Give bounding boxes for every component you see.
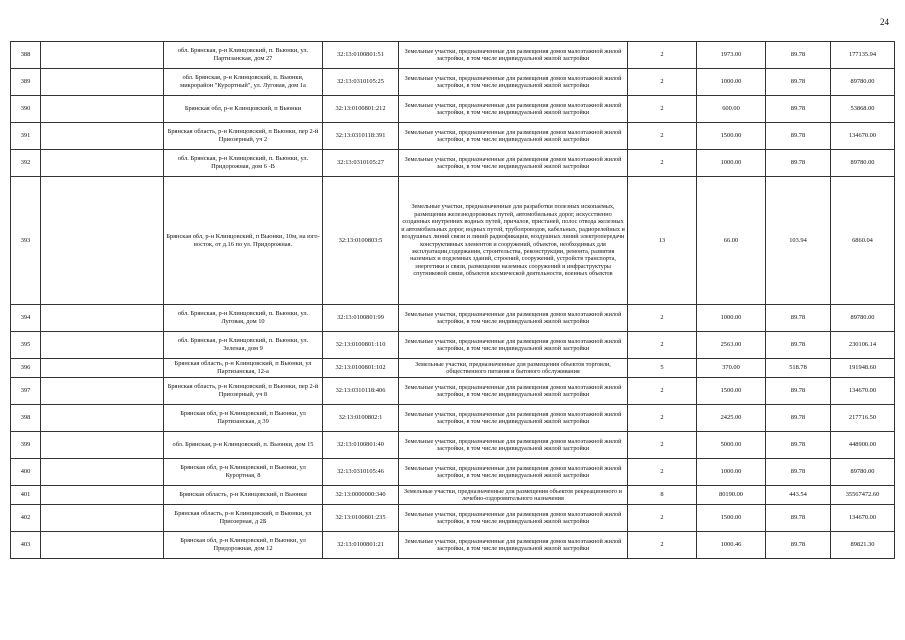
land-use-cell: Земельные участки, предназначенные для размещения домов малоэтажной жилой застройки, в том числе индивидуальной жилой застройки: [399, 96, 628, 123]
table-row: [11, 305, 895, 332]
land-use-cell: Земельные участки, предназначенные для размещения домов малоэтажной жилой застройки, в том числе индивидуальной жилой застройки: [399, 378, 628, 405]
group-code: 2: [628, 69, 697, 96]
group-code: 8: [628, 486, 697, 505]
blank-cell: [41, 69, 164, 96]
value-cell: 89780.00: [831, 150, 895, 177]
area-cell: 66.00: [697, 177, 766, 305]
blank-cell: [41, 378, 164, 405]
table-row: [11, 123, 895, 150]
blank-cell: [41, 42, 164, 69]
row-number: 397: [11, 378, 41, 405]
table-row: [11, 486, 895, 505]
cadastral-number: 32:13:0310118:406: [323, 378, 399, 405]
table-row: [11, 332, 895, 359]
value-cell: 35567472.60: [831, 486, 895, 505]
cadastral-number: 32:13:0100801:212: [323, 96, 399, 123]
row-number: 395: [11, 332, 41, 359]
page-number: 24: [880, 17, 889, 27]
address-cell: Брянская обл, р-н Клинцовский, п Вьюнки, ул Придорожная, дом 12: [164, 532, 323, 559]
address-cell: обл. Брянская, р-н Клинцовский, п. Вьюнки, ул. Луговая, дом 10: [164, 305, 323, 332]
cadastral-number: 32:13:0100801:110: [323, 332, 399, 359]
blank-cell: [41, 359, 164, 378]
row-number: 390: [11, 96, 41, 123]
cadastral-number: 32:13:0310105:46: [323, 459, 399, 486]
blank-cell: [41, 177, 164, 305]
table-body: [11, 42, 895, 559]
blank-cell: [41, 150, 164, 177]
group-code: 5: [628, 359, 697, 378]
area-cell: 2563.00: [697, 332, 766, 359]
rate-cell: 89.78: [766, 505, 831, 532]
group-code: 13: [628, 177, 697, 305]
area-cell: 2425.00: [697, 405, 766, 432]
address-cell: Брянская обл, р-н Клинцовский, п Вьюнки, 10м, на юго-восток, от д.16 по ул. Придорожная.: [164, 177, 323, 305]
rate-cell: 89.78: [766, 378, 831, 405]
rate-cell: 89.78: [766, 150, 831, 177]
row-number: 388: [11, 42, 41, 69]
blank-cell: [41, 305, 164, 332]
address-cell: обл. Брянская, р-н Клинцовский, п. Вьюнки, ул. Зеленая, дом 9: [164, 332, 323, 359]
table-row: [11, 150, 895, 177]
table-row: [11, 359, 895, 378]
address-cell: Брянская обл, р-н Клинцовский, п Вьюнки, ул Партизанская, д 39: [164, 405, 323, 432]
land-use-cell: Земельные участки, предназначенные для размещения домов малоэтажной жилой застройки, в том числе индивидуальной жилой застройки: [399, 405, 628, 432]
blank-cell: [41, 123, 164, 150]
table-row: [11, 505, 895, 532]
area-cell: 1000.46: [697, 532, 766, 559]
rate-cell: 89.78: [766, 405, 831, 432]
address-cell: Брянская область, р-н Клинцовский, п Вьюнки, пер 2-й Приозерный, уч 8: [164, 378, 323, 405]
rate-cell: 443.54: [766, 486, 831, 505]
row-number: 402: [11, 505, 41, 532]
area-cell: 370.00: [697, 359, 766, 378]
cadastral-number: 32:13:0100801:99: [323, 305, 399, 332]
table-row: [11, 69, 895, 96]
table-row: [11, 432, 895, 459]
group-code: 2: [628, 96, 697, 123]
row-number: 389: [11, 69, 41, 96]
value-cell: 53868.00: [831, 96, 895, 123]
area-cell: 1000.00: [697, 459, 766, 486]
group-code: 2: [628, 432, 697, 459]
value-cell: 89780.00: [831, 459, 895, 486]
table-row: [11, 177, 895, 305]
value-cell: 89821.30: [831, 532, 895, 559]
area-cell: 1000.00: [697, 69, 766, 96]
land-use-cell: Земельные участки, предназначенные для размещения объектов рекреационного и лечебно-оздоровительного назначения: [399, 486, 628, 505]
area-cell: 1973.00: [697, 42, 766, 69]
group-code: 2: [628, 459, 697, 486]
value-cell: 191948.60: [831, 359, 895, 378]
land-use-cell: Земельные участки, предназначенные для размещения домов малоэтажной жилой застройки, в том числе индивидуальной жилой застройки: [399, 123, 628, 150]
cadastral-number: 32:13:0100801:235: [323, 505, 399, 532]
blank-cell: [41, 532, 164, 559]
land-use-cell: Земельные участки, предназначенные для размещения домов малоэтажной жилой застройки, в том числе индивидуальной жилой застройки: [399, 432, 628, 459]
table-row: [11, 378, 895, 405]
value-cell: 134670.00: [831, 378, 895, 405]
group-code: 2: [628, 405, 697, 432]
address-cell: Брянская область, р-н Клинцовский, п Вьюнки, ул Партизанская, 12-а: [164, 359, 323, 378]
land-use-cell: Земельные участки, предназначенные для разработки полезных ископаемых, размещения железнодорожных путей, автомобильных дорог, искусственно созданных внутренних водных путей, причалов, пристаней, полос отвода железных и автомобильных дорог, водных путей, трубопроводов, кабельных, радиорелейных и воздушных линий связи и линий радиофикации, воздушных линий электропередачи конструктивных элементов и сооружений, объектов, необходимых для эксплуатации,содержания, строительства, реконструкции, ремонта, развития наземных и подземных зданий, строений, сооружений, устройств транспорта, энергетики и связи, размещения наземных сооружений и инфраструктуры спутниковой связи, объектов космической деятельности, военных объектов: [399, 177, 628, 305]
group-code: 2: [628, 505, 697, 532]
row-number: 393: [11, 177, 41, 305]
rate-cell: 89.78: [766, 332, 831, 359]
table-row: [11, 96, 895, 123]
value-cell: 89780.00: [831, 305, 895, 332]
rate-cell: 518.78: [766, 359, 831, 378]
address-cell: Брянская область, р-н Клинцовский, п Вьюнки: [164, 486, 323, 505]
table-row: [11, 405, 895, 432]
blank-cell: [41, 332, 164, 359]
cadastral-number: 32:13:0100801:102: [323, 359, 399, 378]
value-cell: 89780.00: [831, 69, 895, 96]
group-code: 2: [628, 150, 697, 177]
land-use-cell: Земельные участки, предназначенные для размещения домов малоэтажной жилой застройки, в том числе индивидуальной жилой застройки: [399, 150, 628, 177]
cadastral-number: 32:13:0100803:5: [323, 177, 399, 305]
row-number: 392: [11, 150, 41, 177]
blank-cell: [41, 96, 164, 123]
row-number: 398: [11, 405, 41, 432]
rate-cell: 89.78: [766, 123, 831, 150]
value-cell: 6860.04: [831, 177, 895, 305]
cadastral-number: 32:13:0100801:40: [323, 432, 399, 459]
value-cell: 134670.00: [831, 505, 895, 532]
row-number: 396: [11, 359, 41, 378]
area-cell: 1500.00: [697, 505, 766, 532]
table-row: [11, 532, 895, 559]
area-cell: 1000.00: [697, 305, 766, 332]
value-cell: 217716.50: [831, 405, 895, 432]
area-cell: 600.00: [697, 96, 766, 123]
group-code: 2: [628, 42, 697, 69]
cadastral-number: 32:13:0310105:25: [323, 69, 399, 96]
row-number: 399: [11, 432, 41, 459]
address-cell: обл. Брянская, р-н Клинцовский, п. Вьюнки, ул. Партизанская, дом 27: [164, 42, 323, 69]
group-code: 2: [628, 378, 697, 405]
land-use-cell: Земельные участки, предназначенные для размещения домов малоэтажной жилой застройки, в том числе индивидуальной жилой застройки: [399, 459, 628, 486]
cadastral-number: 32:13:0310105:27: [323, 150, 399, 177]
group-code: 2: [628, 123, 697, 150]
cadastral-number: 32:13:0310118:391: [323, 123, 399, 150]
rate-cell: 89.78: [766, 42, 831, 69]
row-number: 401: [11, 486, 41, 505]
address-cell: Брянская область, р-н Клинцовский, п Вьюнки, пер 2-й Приозерный, уч 2: [164, 123, 323, 150]
row-number: 394: [11, 305, 41, 332]
address-cell: обл. Брянская, р-н Клинцовский, п. Вьюнки, микрорайон "Курортный", ул. Луговая, дом 1а: [164, 69, 323, 96]
blank-cell: [41, 486, 164, 505]
value-cell: 177135.94: [831, 42, 895, 69]
rate-cell: 89.78: [766, 459, 831, 486]
land-use-cell: Земельные участки, предназначенные для размещения домов малоэтажной жилой застройки, в том числе индивидуальной жилой застройки: [399, 69, 628, 96]
value-cell: 134670.00: [831, 123, 895, 150]
row-number: 400: [11, 459, 41, 486]
rate-cell: 89.78: [766, 305, 831, 332]
area-cell: 1500.00: [697, 378, 766, 405]
rate-cell: 89.78: [766, 432, 831, 459]
area-cell: 1500.00: [697, 123, 766, 150]
blank-cell: [41, 459, 164, 486]
land-use-cell: Земельные участки, предназначенные для размещения домов малоэтажной жилой застройки, в том числе индивидуальной жилой застройки: [399, 305, 628, 332]
address-cell: обл. Брянская, р-н Клинцовский, п. Вьюнки, ул. Придорожная, дом 6 -В: [164, 150, 323, 177]
group-code: 2: [628, 332, 697, 359]
land-use-cell: Земельные участки, предназначенные для размещения домов малоэтажной жилой застройки, в том числе индивидуальной жилой застройки: [399, 532, 628, 559]
address-cell: Брянская обл, р-н Клинцовский, п Вьюнки, ул Курортная, 8: [164, 459, 323, 486]
group-code: 2: [628, 305, 697, 332]
area-cell: 80190.00: [697, 486, 766, 505]
value-cell: 230106.14: [831, 332, 895, 359]
land-use-cell: Земельные участки, предназначенные для размещения объектов торговли, общественного питания и бытового обслуживания: [399, 359, 628, 378]
area-cell: 1000.00: [697, 150, 766, 177]
row-number: 391: [11, 123, 41, 150]
cadastral-number: 32:13:0100801:51: [323, 42, 399, 69]
cadastral-number: 32:13:0100802:1: [323, 405, 399, 432]
cadastral-number: 32:13:0000000:340: [323, 486, 399, 505]
table-row: [11, 42, 895, 69]
land-use-cell: Земельные участки, предназначенные для размещения домов малоэтажной жилой застройки, в том числе индивидуальной жилой застройки: [399, 42, 628, 69]
land-registry-table: [10, 41, 895, 559]
group-code: 2: [628, 532, 697, 559]
address-cell: Брянская область, р-н Клинцовский, п Вьюнки, ул Приозерная, д 2Б: [164, 505, 323, 532]
table-row: [11, 459, 895, 486]
address-cell: обл. Брянская, р-н Клинцовский, п. Вьюнки, дом 15: [164, 432, 323, 459]
cadastral-number: 32:13:0100801:21: [323, 532, 399, 559]
blank-cell: [41, 432, 164, 459]
value-cell: 448900.00: [831, 432, 895, 459]
land-use-cell: Земельные участки, предназначенные для размещения домов малоэтажной жилой застройки, в том числе индивидуальной жилой застройки: [399, 505, 628, 532]
land-use-cell: Земельные участки, предназначенные для размещения домов малоэтажной жилой застройки, в том числе индивидуальной жилой застройки: [399, 332, 628, 359]
rate-cell: 89.78: [766, 96, 831, 123]
rate-cell: 103.94: [766, 177, 831, 305]
blank-cell: [41, 505, 164, 532]
area-cell: 5000.00: [697, 432, 766, 459]
rate-cell: 89.78: [766, 69, 831, 96]
blank-cell: [41, 405, 164, 432]
address-cell: Брянская обл, р-н Клинцовский, п Вьюнки: [164, 96, 323, 123]
rate-cell: 89.78: [766, 532, 831, 559]
row-number: 403: [11, 532, 41, 559]
